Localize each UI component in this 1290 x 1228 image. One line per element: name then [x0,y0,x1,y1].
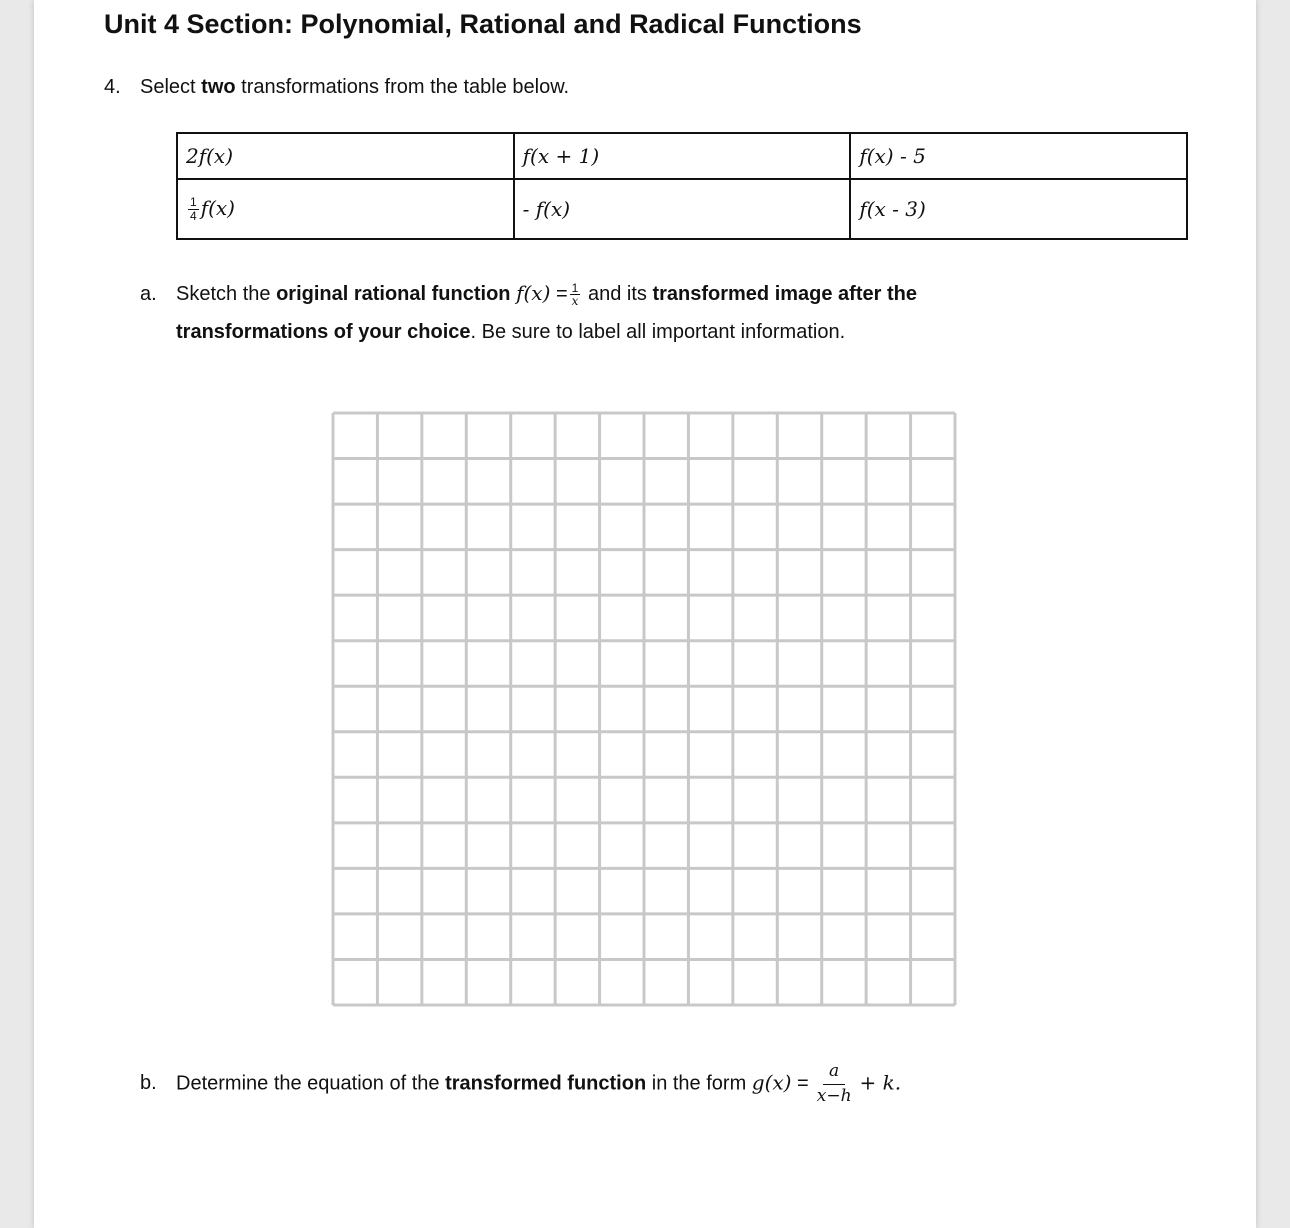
cell-text: 2f(x) [186,143,234,168]
fraction-denominator: 4 [190,208,197,223]
table-cell [514,133,851,179]
part-b-line [140,1062,901,1106]
part-a-text: . Be sure to label all important information. [470,321,846,343]
cell-text: - f(x) [522,196,571,221]
table-cell [850,133,1187,179]
grid-canvas[interactable] [330,410,958,1008]
form-tail: + k. [859,1070,902,1095]
question-text-suffix: transformations from the table below. [235,76,570,98]
function-notation: g(x) [751,1070,792,1095]
part-a-bold: original rational function [276,283,511,305]
section-title: Unit 4 Section: Polynomial, Rational and Radical Functions [104,9,862,39]
fraction-denominator: x−h [816,1085,852,1106]
graph-grid[interactable] [330,410,958,1008]
table-row [177,133,1187,179]
question-text-bold: two [201,76,236,98]
part-a-text: and its [582,283,653,305]
question-number: 4. [104,76,121,98]
table-cell [177,133,514,179]
equals-sign: = [555,283,568,305]
fraction-numerator: 1 [571,280,579,295]
fraction [188,196,199,222]
part-a-bold: transformed image after the [652,283,917,305]
part-b-text: in the form [646,1072,752,1095]
transformations-table [176,132,1188,240]
part-a-line-2 [176,321,845,344]
fraction [570,282,581,308]
part-a-line-1 [140,281,917,308]
fraction-numerator: 1 [190,195,197,210]
table-row [177,179,1187,239]
part-b-label: b. [140,1072,157,1095]
part-a-label: a. [140,283,157,305]
function-notation: f(x) [516,281,551,305]
fraction [811,1062,858,1106]
part-b-text: Determine the equation of the [176,1072,446,1095]
cell-text: f(x + 1) [522,143,600,168]
cell-text: f(x) - 5 [859,143,926,168]
cell-text: f(x) [200,195,235,220]
question-text-prefix: Select [140,76,202,98]
cell-text: f(x - 3) [859,196,926,221]
table-cell [514,179,851,239]
equals-sign: = [797,1072,809,1095]
question-4 [104,76,569,99]
fraction-denominator: x [571,294,579,309]
part-a-bold: transformations of your choice [176,321,471,343]
fraction-numerator: a [823,1062,845,1085]
part-b-bold: transformed function [445,1072,647,1095]
table-cell [850,179,1187,239]
part-a-text: Sketch the [176,283,277,305]
table-cell [177,179,514,239]
